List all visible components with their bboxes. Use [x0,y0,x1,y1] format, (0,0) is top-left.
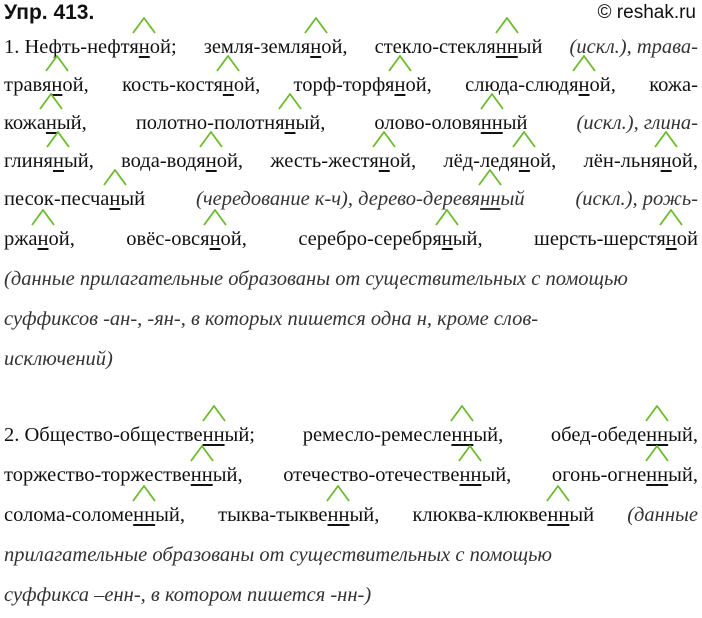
suffix-letters: нн [459,458,481,492]
word-group [4,342,113,376]
italic-note: (искл.) [576,112,634,134]
word-group [4,578,371,612]
suffix-letters: н [661,144,672,178]
word-group [298,222,482,256]
word-text: ой, [589,74,616,96]
text-line [4,68,698,102]
word-text: овёс-овся [126,228,210,250]
word-group [270,144,416,178]
suffix-letters: нн [328,498,350,532]
exercise-title: Упр. 413. [4,1,95,24]
word-text: ой, [389,150,417,172]
text-line [4,418,698,452]
word-text: ый [500,188,525,210]
word-text: торжество-торжестве [4,464,191,486]
word-group [204,30,348,64]
suffix-letters: н [310,30,321,64]
word-text: , рожь- [632,188,698,210]
suffix-letters: нн [133,498,155,532]
word-group [294,68,432,102]
word-text: тыква-тыкве [218,504,328,526]
word-group [584,144,698,178]
suffix-letters: нн [191,458,213,492]
word-group [4,68,89,102]
word-text: полотно-полотня [135,112,285,134]
word-text: , трава- [626,36,698,58]
source-credit: © reshak.ru [597,2,696,23]
text-line [4,182,698,216]
word-group [534,222,698,256]
word-text: ый, [473,424,504,446]
word-group [4,182,145,216]
word-text: ый, [349,504,380,526]
suffix-letters: н [223,68,234,102]
suffix-mark-icon [494,16,520,34]
text-line [4,342,698,376]
word-group [4,538,552,572]
word-text: ремесло-ремесле [302,424,452,446]
word-text: кожа- [649,74,698,96]
word-group [4,222,75,256]
word-text: стекло-стекля [374,36,496,58]
suffix-letters: н [53,144,64,178]
italic-note: (данные прилагательные образованы от существительных с помощью [4,268,628,290]
word-text: ой [676,228,698,250]
word-text: Общество-обществе [24,424,203,446]
suffix-letters: н [210,222,221,256]
word-text: вода-водя [121,150,206,172]
italic-note: (искл.) [575,188,633,210]
word-text: ый [569,504,595,526]
suffix-letters: н [442,222,453,256]
word-text: ой, [216,150,244,172]
text-line [4,262,698,296]
text-line [4,222,698,256]
word-group [218,498,379,532]
suffix-letters: н [579,68,590,102]
italic-note: суффикса –енн-, в котором пишется -нн-) [4,584,372,606]
word-text: торф-торфя [293,74,395,96]
word-text: ый, [56,112,87,134]
word-group [126,222,247,256]
word-text: ый [517,36,543,58]
text-line [4,578,698,612]
word-text: лёд-ледя [443,150,519,172]
word-text: ой, [62,74,89,96]
word-group [465,68,616,102]
word-text: ржа [4,228,38,250]
suffix-letters: н [139,30,150,64]
suffix-letters: н [38,222,49,256]
word-text: ой, [671,150,698,172]
word-group [4,418,255,452]
word-group [4,458,243,492]
suffix-mark-icon [201,404,227,422]
suffix-letters: н [394,68,405,102]
word-text: 2. [4,424,25,446]
word-text: серебро-серебря [298,228,442,250]
suffix-letters: нн [451,418,473,452]
word-group [196,182,525,216]
word-group [374,106,527,140]
word-text: клюква-клюкве [412,504,548,526]
word-text: солома-соломе [4,504,134,526]
word-text: Нефть-нефтя [24,36,139,58]
suffix-letters: нн [481,106,503,140]
word-text: ой, [233,74,261,96]
word-text: , глина- [633,112,698,134]
word-group [575,182,698,216]
italic-note: (чередование к-ч) [196,188,348,210]
suffix-letters: нн [646,418,668,452]
suffix-letters: нн [646,458,668,492]
word-text: ой, [529,150,557,172]
word-text: песок-песча [4,188,110,210]
word-group [627,498,698,532]
word-text: отечество-отечестве [283,464,460,486]
word-text: кожа [4,112,46,134]
word-text: слюда-слюдя [465,74,579,96]
word-text: ый, [155,504,185,526]
word-text: травя [4,74,52,96]
word-text: 1. [4,36,25,58]
word-group [577,106,699,140]
word-text: лён-льня [583,150,661,172]
word-text: ый, [212,464,243,486]
word-text: ой, [220,228,247,250]
word-text: ой, [48,228,75,250]
word-text: жесть-жестя [270,150,379,172]
suffix-letters: н [109,182,120,216]
suffix-mark-icon [131,16,157,34]
suffix-letters: н [46,106,57,140]
italic-note: суффиксов -ан-, -ян-, в которых пишется одна н, кроме слов- [4,308,539,330]
word-group [649,68,698,102]
word-text: ой; [149,36,177,58]
word-text: глиня [4,150,53,172]
word-group [4,144,94,178]
suffix-mark-icon [303,16,329,34]
word-group [283,458,511,492]
word-text: ой, [321,36,348,58]
suffix-letters: нн [496,30,518,64]
word-group [443,144,556,178]
suffix-letters: нн [480,182,500,216]
word-group [4,262,628,296]
word-group [4,30,177,64]
text-line [4,458,698,492]
word-text: ый, [63,150,94,172]
suffix-letters: н [666,222,677,256]
suffix-letters: нн [547,498,569,532]
suffix-letters: н [51,68,62,102]
suffix-letters: н [519,144,530,178]
word-group [570,30,698,64]
word-text: кость-костя [122,74,223,96]
word-text: ый, [668,464,698,486]
text-line [4,106,698,140]
word-group [375,30,543,64]
word-text: ый, [452,228,483,250]
word-group [122,68,260,102]
word-text: , дерево-деревя [347,188,481,210]
word-text: ый [120,188,146,210]
suffix-letters: н [379,144,390,178]
word-group [303,418,504,452]
word-text: ый, [668,424,698,446]
suffix-mark-icon [449,404,475,422]
word-text: обед-обеде [550,424,647,446]
suffix-letters: н [285,106,296,140]
word-group [4,498,185,532]
word-group [136,106,326,140]
italic-note: прилагательные образованы от существительных с помощью [4,544,552,566]
word-text: ый; [224,424,255,446]
word-text: шерсть-шерстя [534,228,666,250]
italic-note: (данные [627,504,698,526]
word-group [4,106,87,140]
word-text: ый, [481,464,512,486]
word-group [4,302,538,336]
suffix-letters: нн [203,418,225,452]
text-line [4,144,698,178]
text-line [4,538,698,572]
word-text: ый, [295,112,326,134]
suffix-mark-icon [644,404,670,422]
italic-note: исключений) [4,348,113,370]
word-text: огонь-огне [551,464,647,486]
suffix-letters: н [206,144,217,178]
italic-note: (искл.) [569,36,627,58]
word-group [121,144,243,178]
word-text: земля-земля [203,36,311,58]
text-line [4,30,698,64]
word-text: олово-оловя [374,112,481,134]
word-text: ой, [405,74,432,96]
word-group [551,418,698,452]
text-line [4,498,698,532]
word-group [552,458,698,492]
text-line [4,302,698,336]
word-text: ый [502,112,528,134]
word-group [412,498,594,532]
